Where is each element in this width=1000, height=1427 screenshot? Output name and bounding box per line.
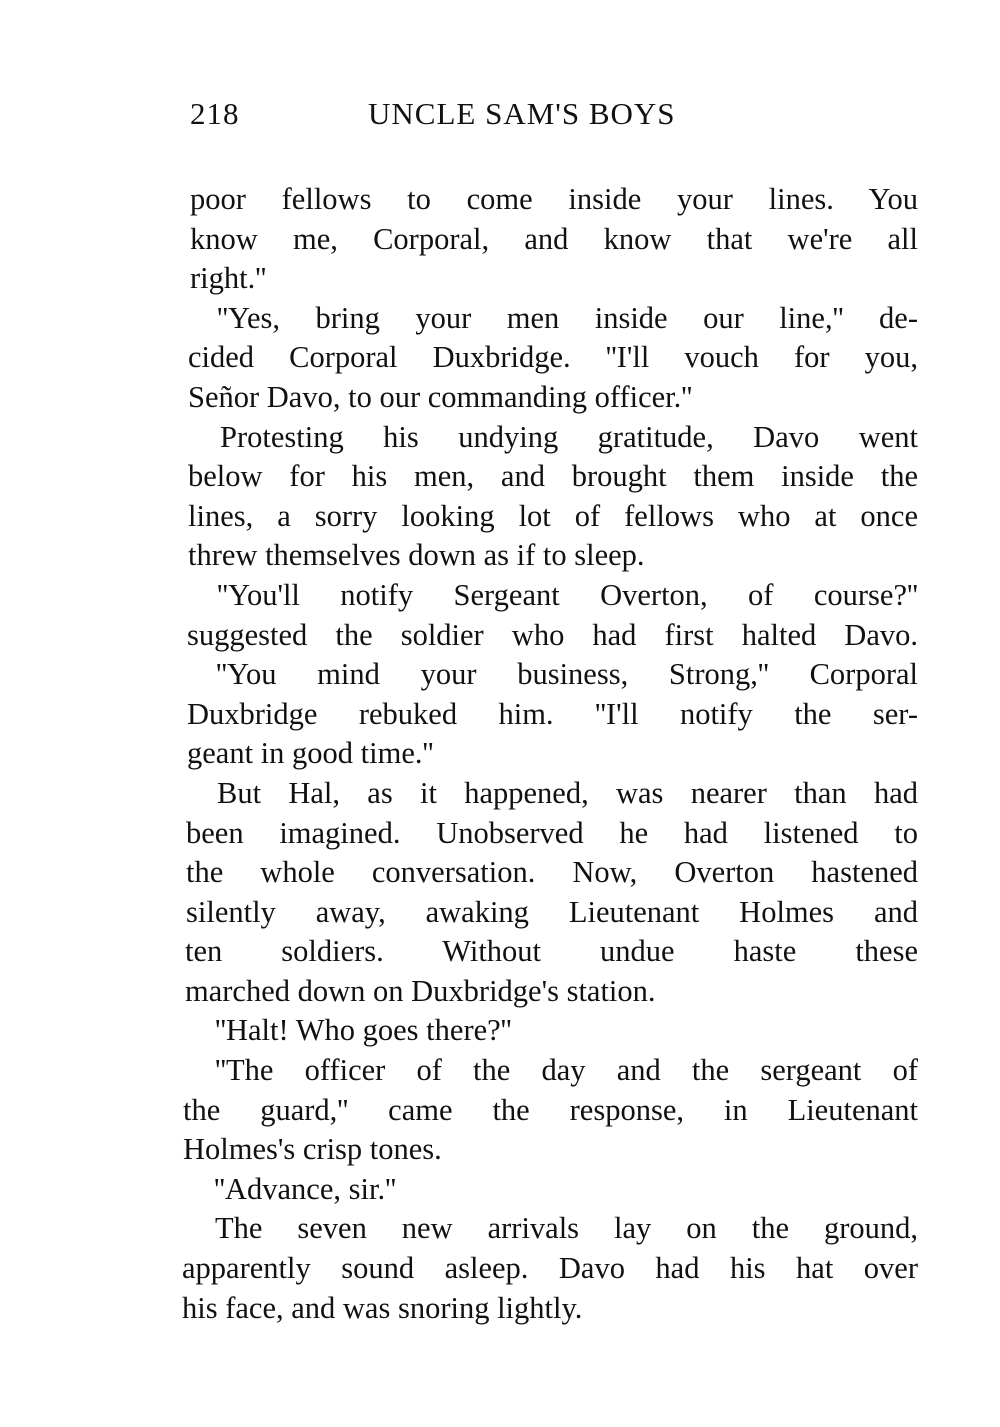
text-line: been imagined. Unobserved he had listened to: [186, 815, 918, 850]
text-line: Holmes's crisp tones.: [183, 1132, 442, 1167]
text-line: below for his men, and brought them inside the: [188, 459, 918, 494]
text-line: lines, a sorry looking lot of fellows who at once: [188, 498, 918, 533]
text-line: Protesting his undying gratitude, Davo went: [220, 419, 918, 454]
text-line: Duxbridge rebuked him. ''I'll notify the ser-: [187, 696, 918, 731]
page-number: 218: [190, 96, 240, 131]
text-line: marched down on Duxbridge's station.: [185, 973, 656, 1008]
text-line: silently away, awaking Lieutenant Holmes and: [186, 894, 918, 929]
text-line: The seven new arrivals lay on the ground,: [215, 1211, 918, 1246]
text-line: know me, Corporal, and know that we're all: [190, 221, 918, 256]
text-line: cided Corporal Duxbridge. ''I'll vouch for you,: [188, 340, 918, 375]
text-line: ''You'll notify Sergeant Overton, of course?'': [217, 577, 918, 612]
text-line: the guard,'' came the response, in Lieutenant: [183, 1092, 918, 1127]
text-line: ''The officer of the day and the sergeant of: [215, 1053, 918, 1088]
text-line: his face, and was snoring lightly.: [182, 1290, 583, 1325]
text-line: ten soldiers. Without undue haste these: [185, 934, 918, 969]
text-line: apparently sound asleep. Davo had his hat over: [182, 1251, 918, 1286]
page-header: [190, 96, 750, 146]
text-line: ''Advance, sir.'': [214, 1171, 397, 1206]
text-line: Señor Davo, to our commanding officer.'': [188, 379, 693, 414]
running-title: UNCLE SAM'S BOYS: [368, 96, 676, 131]
body-text: [182, 180, 918, 1328]
text-line: right.'': [190, 261, 267, 296]
text-line: poor fellows to come inside your lines. You: [190, 182, 918, 216]
text-line: the whole conversation. Now, Overton hastened: [186, 855, 918, 890]
text-line: But Hal, as it happened, was nearer than had: [217, 775, 918, 810]
text-line: ''Halt! Who goes there?'': [215, 1013, 512, 1048]
text-line: geant in good time.'': [187, 736, 434, 771]
text-line: ''Yes, bring your men inside our line,'' de-: [217, 300, 918, 335]
text-line: threw themselves down as if to sleep.: [188, 538, 645, 573]
text-line: ''You mind your business, Strong,'' Corporal: [216, 657, 918, 692]
text-line: suggested the soldier who had first halted Davo.: [187, 617, 918, 652]
